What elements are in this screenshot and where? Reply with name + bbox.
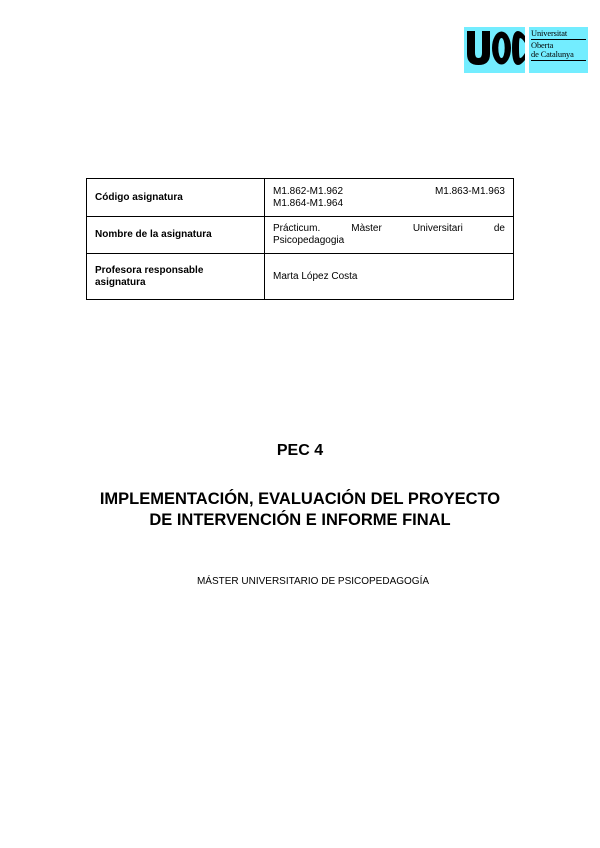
subject-info-table [86, 178, 514, 300]
subject-name-word: Prácticum. [273, 223, 321, 234]
subject-name-word: de [493, 223, 505, 234]
uoc-logo [464, 27, 588, 73]
responsible-professor-value: Marta López Costa [265, 254, 514, 300]
subject-code-1: M1.862-M1.962 [273, 185, 344, 197]
subject-name-label: Nombre de la asignatura [87, 217, 265, 254]
subject-name-line1 [273, 223, 505, 235]
subtitle: MÁSTER UNIVERSITARIO DE PSICOPEDAGOGÍA [196, 576, 430, 587]
pec-title: PEC 4 [276, 442, 324, 459]
uoc-logo-mark [464, 27, 525, 73]
table-row [87, 217, 514, 254]
subject-code-value [265, 179, 514, 217]
logo-line-oberta: Oberta [531, 40, 554, 50]
subject-code-line [273, 186, 505, 198]
uoc-logo-wordmark [529, 27, 588, 73]
subject-code-2: M1.863-M1.963 [434, 185, 505, 197]
subject-name-word: Universitari [412, 223, 463, 234]
subject-code-label: Código asignatura [87, 179, 265, 217]
logo-rule-bottom [531, 60, 586, 61]
subject-code-3: M1.864-M1.964 [273, 197, 344, 209]
subject-name-line2: Psicopedagogia [273, 235, 345, 246]
table-row [87, 179, 514, 217]
subject-name-word: Màster [351, 223, 382, 234]
main-title: IMPLEMENTACIÓN, EVALUACIÓN DEL PROYECTO DE INTERVENCIÓN E INFORME FINAL [99, 490, 501, 529]
logo-rule [531, 39, 586, 40]
responsible-professor-label: Profesora responsable asignatura [87, 254, 265, 300]
logo-line-universitat: Universitat [531, 29, 568, 38]
logo-line-catalunya: de Catalunya [531, 50, 574, 60]
table-row [87, 254, 514, 300]
uoc-letters-graphic [464, 27, 525, 73]
subject-name-value [265, 217, 514, 254]
